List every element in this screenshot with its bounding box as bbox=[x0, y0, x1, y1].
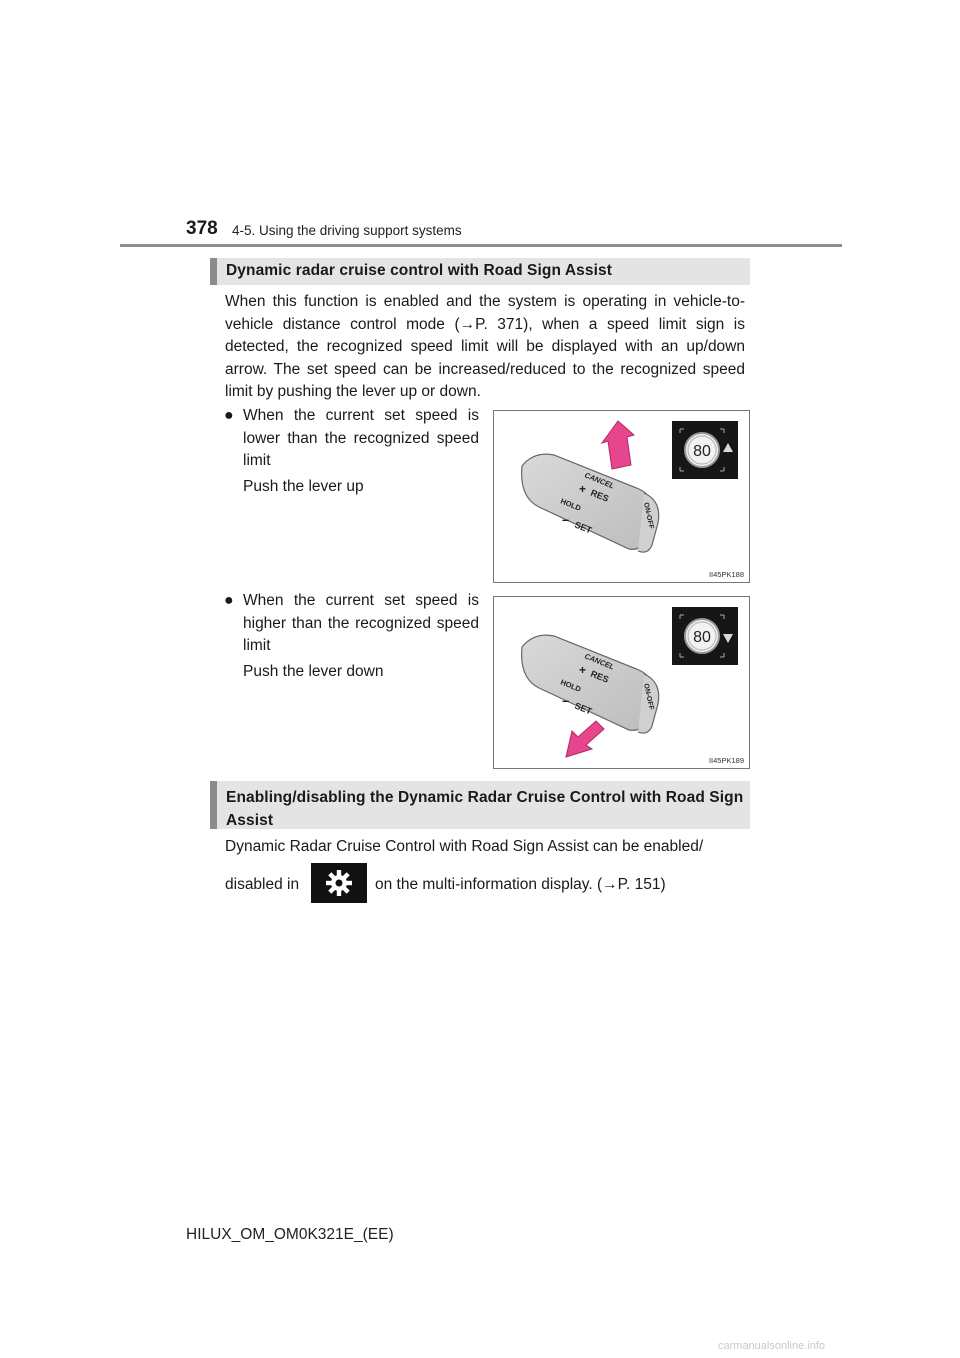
lever-label-minus: – bbox=[562, 693, 570, 708]
lever-label-set: SET bbox=[573, 519, 594, 536]
speed-limit-value: 80 bbox=[693, 443, 711, 460]
footer-doc-code: HILUX_OM_OM0K321E_(EE) bbox=[186, 1226, 394, 1243]
figure-code: II45PK188 bbox=[708, 570, 744, 579]
speed-limit-display bbox=[672, 607, 738, 665]
bullet-condition-lower: When the current set speed is lower than the recognized speed limit bbox=[243, 407, 479, 469]
figure-lever-push-down bbox=[493, 596, 750, 769]
bullet-condition-higher: When the current set speed is higher than the recognized speed limit bbox=[243, 592, 479, 654]
bullet-symbol: ● bbox=[224, 407, 234, 424]
intro-paragraph: When this function is enabled and the system is operating in vehicle-to-vehicle distance control mode (→P. 371), when a speed limit sign is detected, the recognized speed limit will be displayed with an up/down arrow. The set speed can be increased/reduced to the recognized speed limit by pushing the lever up or down. bbox=[225, 293, 745, 400]
lever-label-cancel: CANCEL bbox=[583, 470, 616, 491]
section-heading-enable-disable: Enabling/disabling the Dynamic Radar Cruise Control with Road Sign Assist bbox=[210, 781, 750, 829]
section-heading-road-sign-assist: Dynamic radar cruise control with Road Sign Assist bbox=[210, 258, 750, 285]
cruise-lever-illustration bbox=[522, 635, 659, 733]
lever-label-hold: HOLD bbox=[559, 677, 583, 694]
bullet-action-push-down: Push the lever down bbox=[243, 663, 384, 680]
watermark: carmanualsonline.info bbox=[718, 1340, 826, 1352]
cruise-lever-illustration bbox=[522, 454, 659, 552]
speed-limit-display bbox=[672, 421, 738, 479]
lever-label-cancel: CANCEL bbox=[583, 651, 616, 672]
lever-label-res: RES bbox=[589, 487, 611, 504]
speed-limit-value: 80 bbox=[693, 629, 711, 646]
lever-label-hold: HOLD bbox=[559, 496, 583, 513]
lever-label-plus: + bbox=[579, 482, 587, 496]
page-number: 378 bbox=[186, 218, 218, 239]
lever-label-on-off: ON-OFF bbox=[642, 501, 655, 530]
arrow-up-icon bbox=[602, 421, 634, 469]
lever-label-minus: – bbox=[562, 512, 570, 527]
settings-gear-icon bbox=[311, 863, 367, 903]
enable-disable-text-line1: Dynamic Radar Cruise Control with Road Sign Assist can be enabled/ bbox=[225, 838, 704, 855]
figure-lever-push-up bbox=[493, 410, 750, 583]
lever-label-res: RES bbox=[589, 668, 611, 685]
header-rule bbox=[120, 244, 842, 247]
lever-label-plus: + bbox=[579, 663, 587, 677]
lever-label-on-off: ON-OFF bbox=[642, 682, 655, 711]
bullet-action-push-up: Push the lever up bbox=[243, 478, 364, 495]
section-title: 4-5. Using the driving support systems bbox=[232, 223, 462, 238]
arrow-down-icon bbox=[566, 721, 604, 757]
lever-label-set: SET bbox=[573, 700, 594, 717]
bullet-symbol: ● bbox=[224, 592, 234, 609]
enable-disable-text-line2-start: disabled in bbox=[225, 876, 300, 893]
enable-disable-text-line2-end: on the multi-information display. (→P. 151) bbox=[375, 876, 666, 893]
figure-code: II45PK189 bbox=[708, 756, 744, 765]
